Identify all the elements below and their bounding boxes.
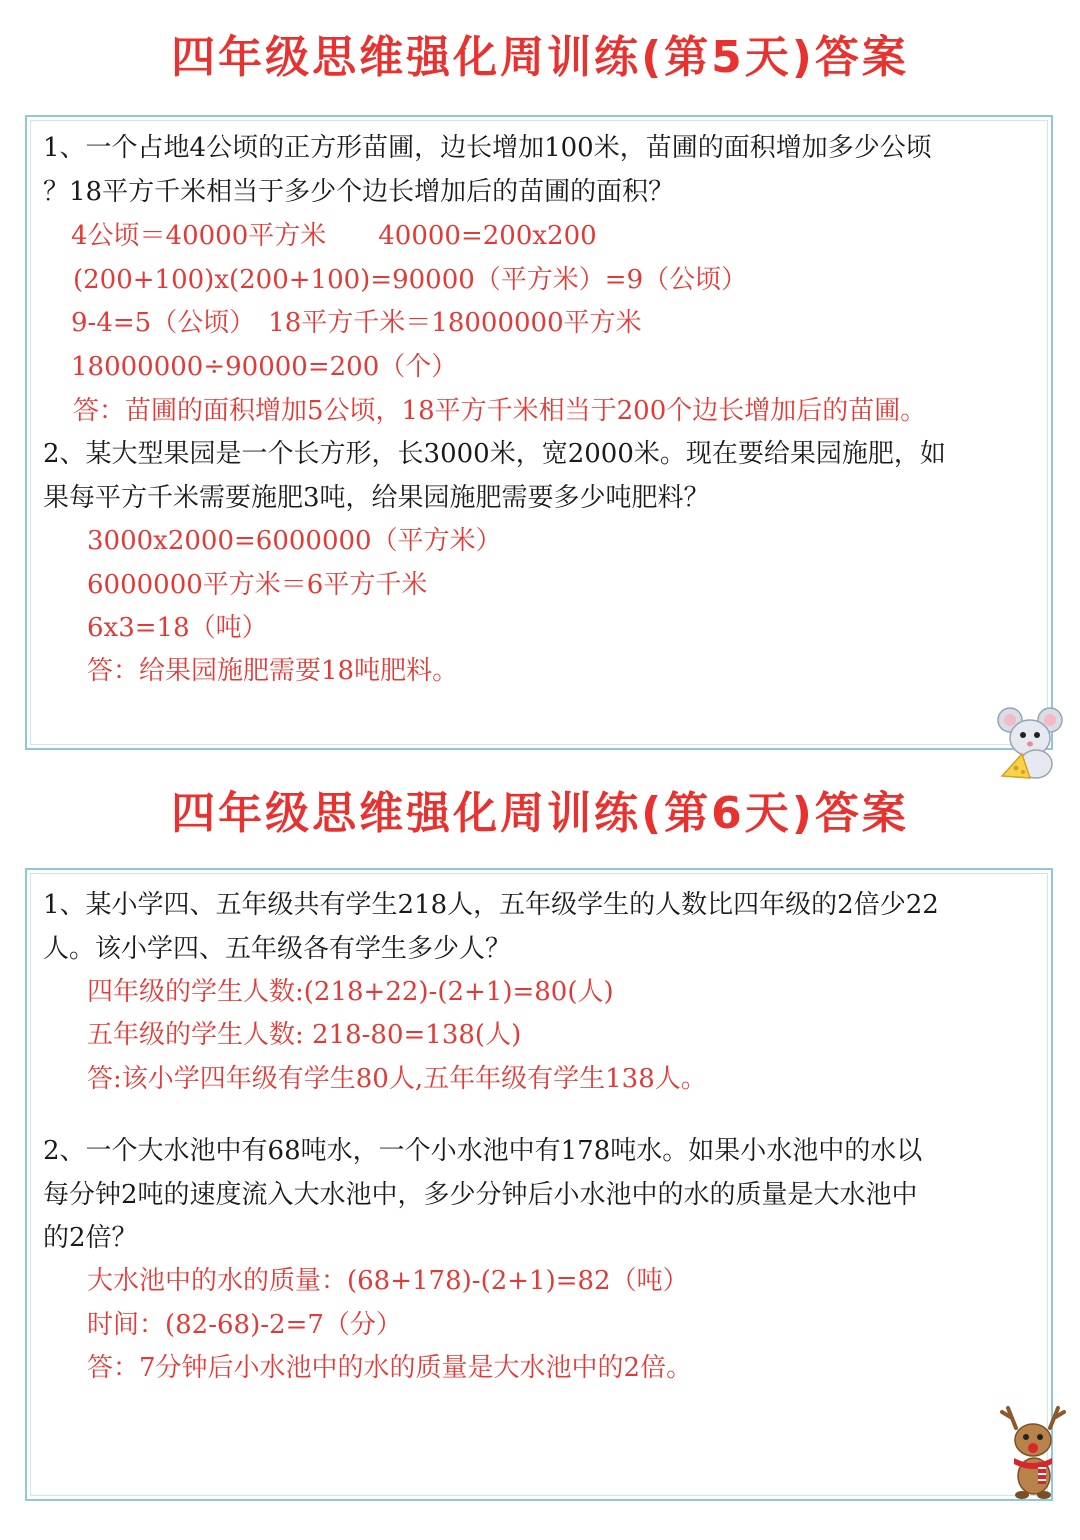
question-1-line-2: 人。该小学四、五年级各有学生多少人？ <box>43 934 512 964</box>
answer-panel-day5 <box>25 115 1053 750</box>
question-2-line-3: 的2倍？ <box>43 1223 138 1253</box>
answer-2-step-3: 6x3=18（吨） <box>87 613 268 643</box>
answer-2-step-2: 6000000平方米＝6平方千米 <box>87 570 428 600</box>
answer-1-conclusion: 答:该小学四年级有学生80人,五年年级有学生138人。 <box>87 1064 707 1094</box>
answer-1-step-1: 4公顷＝40000平方米 40000=200x200 <box>71 221 597 251</box>
page-title-day6: 四年级思维强化周训练(第6天)答案 <box>171 788 909 839</box>
answer-2-step-1: 大水池中的水的质量：(68+178)-(2+1)=82（吨） <box>87 1266 689 1296</box>
mouse-with-cheese-icon <box>996 702 1066 782</box>
page-title-day5: 四年级思维强化周训练(第5天)答案 <box>171 32 909 83</box>
answer-1-conclusion: 答：苗圃的面积增加5公顷，18平方千米相当于200个边长增加后的苗圃。 <box>73 396 927 426</box>
answer-1-step-1: 四年级的学生人数:(218+22)-(2+1)=80(人) <box>87 977 614 1007</box>
question-2-line-1: 2、某大型果园是一个长方形，长3000米，宽2000米。现在要给果园施肥，如 <box>43 439 946 469</box>
question-2-line-2: 果每平方千米需要施肥3吨，给果园施肥需要多少吨肥料？ <box>43 483 710 513</box>
answer-1-step-3: 9-4=5（公顷） 18平方千米＝18000000平方米 <box>71 308 642 338</box>
answer-2-step-1: 3000x2000=6000000（平方米） <box>87 526 502 556</box>
question-2-line-2: 每分钟2吨的速度流入大水池中，多少分钟后小水池中的水的质量是大水池中 <box>43 1180 918 1210</box>
answer-1-step-4: 18000000÷90000=200（个） <box>71 352 458 382</box>
answer-1-step-2: 五年级的学生人数: 218-80=138(人) <box>87 1020 522 1050</box>
question-2-line-1: 2、一个大水池中有68吨水，一个小水池中有178吨水。如果小水池中的水以 <box>43 1136 923 1166</box>
question-1-line-1: 1、某小学四、五年级共有学生218人，五年级学生的人数比四年级的2倍少22 <box>43 890 939 920</box>
question-1-line-2: ？18平方千米相当于多少个边长增加后的苗圃的面积？ <box>43 177 675 207</box>
question-1-line-1: 1、一个占地4公顷的正方形苗圃，边长增加100米，苗圃的面积增加多少公顷 <box>43 133 932 163</box>
reindeer-with-scarf-icon <box>998 1400 1068 1500</box>
answer-panel-day6 <box>25 868 1053 1501</box>
answer-2-step-2: 时间：(82-68)-2=7（分） <box>87 1310 402 1340</box>
answer-2-conclusion: 答：给果园施肥需要18吨肥料。 <box>87 656 459 686</box>
answer-2-conclusion: 答：7分钟后小水池中的水的质量是大水池中的2倍。 <box>87 1353 693 1383</box>
answer-1-step-2: (200+100)x(200+100)=90000（平方米）=9（公顷） <box>73 265 748 295</box>
